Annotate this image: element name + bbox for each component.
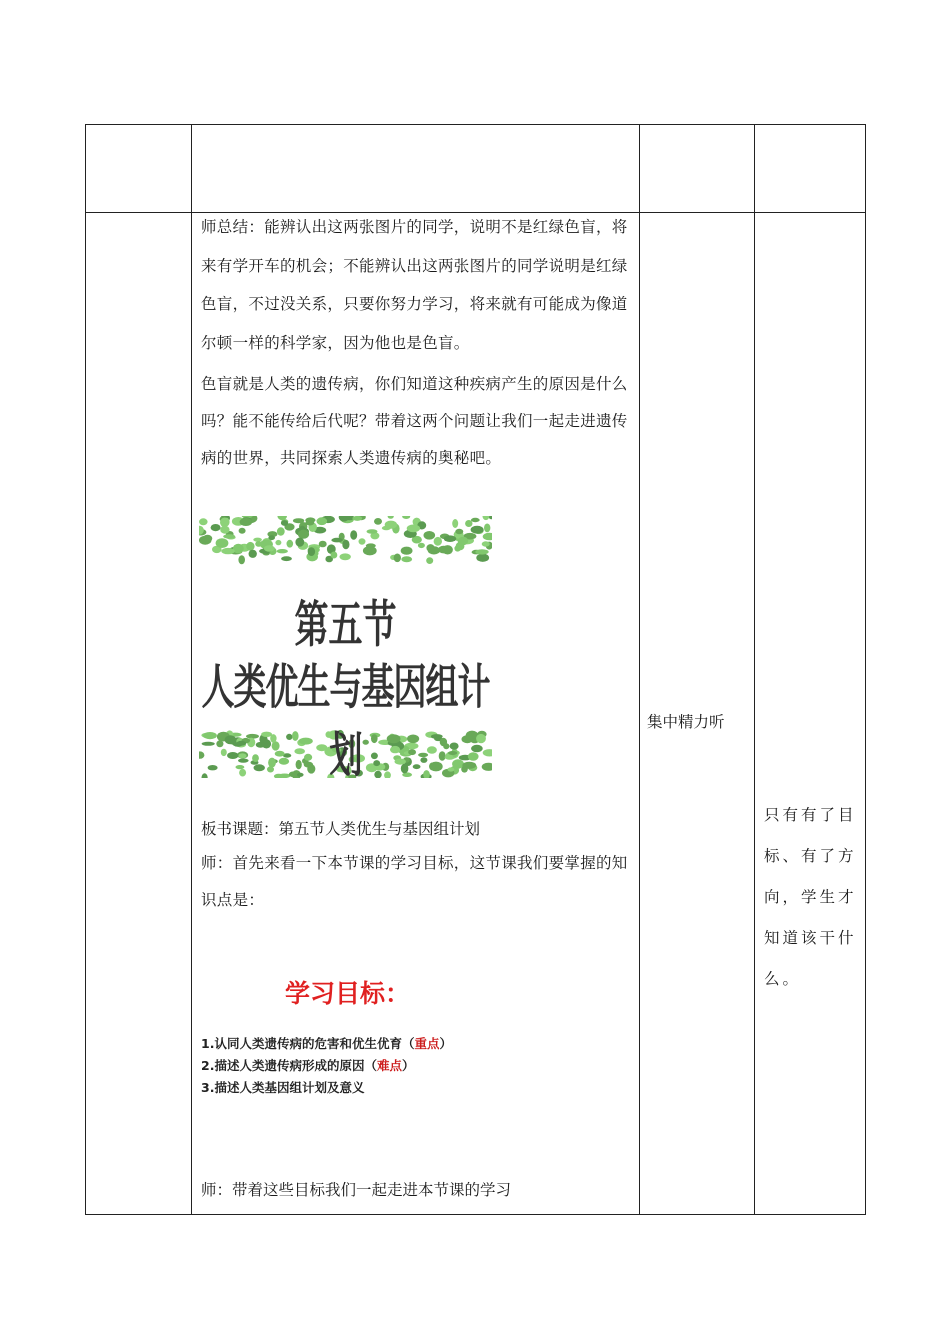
objective-item-1 [201, 1034, 452, 1052]
objective-text-end: ） [439, 1036, 452, 1051]
lesson-title-slide [199, 516, 492, 778]
lead-in-text: 色盲就是人类的遗传病，你们知道这种疾病产生的原因是什么吗？能不能传给后代呢？带着这两个问题让我们一起走进遗传病的世界，共同探索人类遗传病的奥秘吧。 [201, 375, 628, 467]
col-border [865, 124, 866, 1215]
teacher-summary: 师总结：能辨认出这两张图片的同学，说明不是红绿色盲，将来有学开车的机会；不能辨认出这两张图片的同学说明是红绿色盲，不过没关系，只要你努力学习，将来就有可能成为像道尔顿一样的科学家，因为他也是色盲。 [201, 218, 628, 352]
board-title-text: 板书课题：第五节人类优生与基因组计划 [201, 820, 481, 838]
student-activity-text: 集中精力听 [647, 713, 725, 731]
objective-item-3: 3.描述人类基因组计划及意义 [201, 1080, 365, 1095]
closing-text: 师：带着这些目标我们一起走进本节课的学习 [201, 1181, 512, 1199]
design-intent-text: 只有有了目标、有了方向，学生才知道该干什么。 [764, 805, 857, 988]
objectives-title: 学习目标： [285, 979, 411, 1008]
objective-text: 2.描述人类遗传病形成的原因（ [201, 1058, 377, 1073]
col-border [754, 124, 755, 1215]
objective-text-end: ） [401, 1058, 415, 1073]
objective-text: 1.认同人类遗传病的危害和优生优育（ [201, 1036, 415, 1051]
key-point-tag: 重点 [414, 1036, 440, 1051]
col-border [85, 124, 86, 1215]
objective-item-2 [201, 1056, 414, 1074]
col-border [191, 124, 192, 1215]
objective-intro-text: 师：首先来看一下本节课的学习目标，这节课我们要掌握的知识点是： [201, 854, 628, 909]
col-border [639, 124, 640, 1215]
table-top-border [85, 124, 866, 125]
slide-title-topic: 人类优生与基因组计划 [201, 658, 490, 778]
difficulty-tag: 难点 [376, 1058, 402, 1073]
table-bottom-border [85, 1214, 866, 1215]
slide-title-section: 第五节 [294, 596, 397, 655]
learning-objectives-slide [199, 960, 499, 1100]
